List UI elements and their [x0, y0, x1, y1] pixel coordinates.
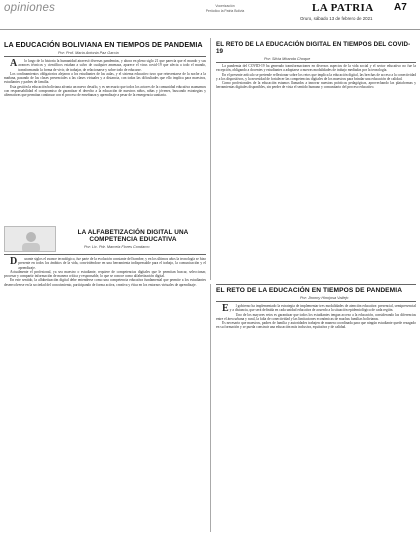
dateline: Oruro, sábado 13 de febrero de 2021 — [300, 16, 373, 21]
article2-body — [216, 64, 416, 278]
article1-paragraph: Esta gestión la educación boliviana afronta un nuevo desafío, y es necesario que todos los actores de la comunidad educativa asumamos con responsabilidad el compromiso de garantizar el derecho a la educación de nuestros niños, niñas y jóvenes, buscando estrategias y alternativas que permitan continuar con el proceso de enseñanza y aprendizaje a pesar de la emergencia sanitaria. — [4, 84, 206, 98]
masthead-center-line: Periódico la Patria Bolivia — [205, 8, 245, 13]
article1-rule — [4, 56, 206, 57]
section-title: opiniones — [4, 2, 56, 14]
article3-paragraph: Actualmente el profesional, ya sea maestro o estudiante, requiere de competencias digitales que le permitan buscar, seleccionar, procesar y compartir información de manera crítica y responsable, lo que se conoce como alfabetización digital. — [4, 269, 206, 279]
article4-paragraph: Es necesario que maestros, padres de familia y autoridades trabajen de manera coordinada para que ningún estudiante quede rezagado en su formación y se pueda construir una educación más inclusiva, equitativa y de calidad. — [216, 321, 416, 330]
author-photo — [4, 226, 56, 252]
article4-rule — [216, 301, 416, 302]
article4-body — [216, 304, 416, 532]
article2-rule — [216, 62, 416, 63]
page-number: A7 — [394, 2, 407, 13]
column-divider — [210, 284, 211, 532]
article2-paragraph: La pandemia del COVID-19 ha generado transformaciones en diversos aspectos de la vida social y el sector educativo no fue la excepción, obligando a docentes y estudiantes a adaptarse a nuevas modalidades de trabajo mediadas por la tecnología. — [216, 64, 416, 73]
article1-paragraph: Alo largo de la historia la humanidad atravesó diversas pandemias, y ahora en pleno siglo 21 que parecía que el mundo y sus avances técnicos y científicos estaban a salvo de cualquier amenaza, aparece el virus covid-19 que afecta a todo el mundo, transformando la forma de vivir, de trabajar, de relacionarse y sobre todo de educarse. — [10, 59, 206, 72]
article1-paragraph: Los confinamientos obligatorios alejaron a los estudiantes de las aulas, y el sistema educativo tuvo que reinventarse de la noche a la mañana, pasando de las clases presenciales a las clases virtuales y a distancia, con todas las dificultades que ello implica para maestros, estudiantes y padres de familia. — [4, 71, 206, 85]
article3-paragraph: Durante siglos el avance tecnológico, fue parte de la evolución constante del hombre, y en los últimos años la tecnología se hizo presente en todos los ámbitos de la vida, convirtiéndose en una herramienta indispensable para el trabajo, la comunicación y el aprendizaje. — [10, 257, 206, 270]
article2-paragraph: Como profesionales de la educación estamos llamados a innovar nuestras prácticas pedagógicas, aprovechando las plataformas y herramientas digitales disponibles, sin perder de vista el sentido humano y comunitario del proceso educativo. — [216, 81, 416, 90]
article1-byline: Por: Prof. María Antonia Paz García — [58, 51, 119, 55]
article3-byline: Por: Lic. Pdr. Marcela Flores Condarco — [84, 245, 150, 249]
newspaper-name: LA PATRIA — [312, 2, 374, 14]
article4-byline: Por: Jhonny Hinojosa Vallejo — [300, 296, 349, 300]
article1-body — [4, 59, 206, 220]
article2-byline: Por: Silvia Miranda Choque — [264, 57, 311, 61]
person-photo-icon — [5, 227, 56, 252]
article3-rule — [4, 254, 206, 255]
article4-headline: EL RETO DE LA EDUCACIÓN EN TIEMPOS DE PANDEMIA — [216, 287, 403, 294]
masthead-center-text — [195, 4, 255, 13]
article3-paragraph: En este sentido, la alfabetización digital debe entenderse como una competencia educativa fundamental que permite a los estudiantes desenvolverse en la sociedad del conocimiento, participando de forma activa, creativa y ética en los entornos virtuales de aprendizaje. — [4, 278, 206, 287]
masthead — [0, 0, 420, 30]
article4-paragraph: El gobierno ha implementado la estrategia de implementar tres modalidades de atención educativa: presencial, semipresencial y a distancia, que será definida en cada unidad educativa de acuerdo a la situación epidemiológica de cada región. — [222, 304, 416, 314]
article3-body — [4, 257, 206, 532]
article4-paragraph: Uno de los mayores retos es garantizar que todos los estudiantes tengan acceso a la educación, considerando las diferencias entre el área urbana y rural, la falta de conectividad y las limitaciones económicas de muchas familias bolivianas. — [216, 312, 416, 321]
masthead-center-line: Vocerización — [215, 4, 235, 8]
column-divider — [210, 38, 211, 280]
article4-top-rule — [216, 284, 416, 285]
article2-headline: EL RETO DE LA EDUCACIÓN DIGITAL EN TIEMPOS DEL COVID-19 — [216, 41, 411, 56]
article2-paragraph: En el presente artículo se pretende reflexionar sobre los retos que implica la educación digital, las brechas de acceso a la conectividad y a los dispositivos, y la necesidad de fortalecer las competencias digitales de los maestros para brindar una educación de calidad. — [216, 72, 416, 81]
article3-headline: LA ALFABETIZACIÓN DIGITAL UNA COMPETENCIA EDUCATIVA — [77, 229, 189, 244]
article1-headline: LA EDUCACIÓN BOLIVIANA EN TIEMPOS DE PANDEMIA — [4, 40, 203, 49]
